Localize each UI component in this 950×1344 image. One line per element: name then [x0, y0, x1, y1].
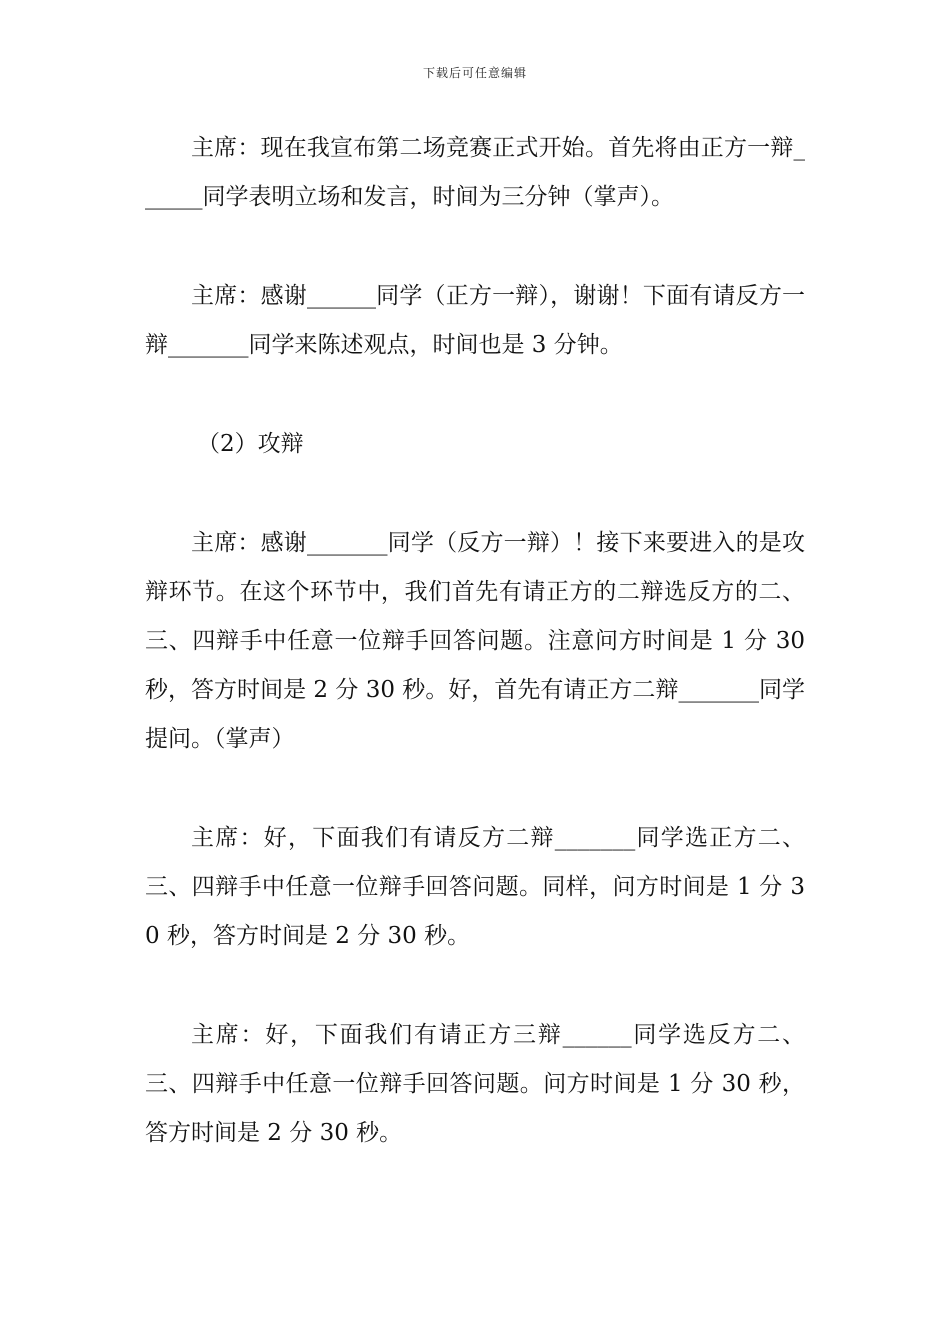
page-header-note: 下载后可任意编辑: [422, 66, 527, 80]
paragraph-gap: [145, 222, 805, 272]
paragraph-chair-opposition-second: 主席：好，下面我们有请反方二辩_______同学选正方二、三、四辩手中任意一位辩手回答问题。同样，问方时间是 1 分 30 秒，答方时间是 2 分 30 秒。: [145, 825, 805, 949]
paragraph-gap: [145, 469, 805, 519]
paragraph-gap: [145, 764, 805, 814]
paragraph-chair-cross-exam-intro: 主席：感谢_______同学（反方一辩）！接下来要进入的是攻辩环节。在这个环节中，我们首先有请正方的二辩选反方的二、三、四辩手中任意一位辩手回答问题。注意问方时间是 1 分 30 秒，答方时间是 2 分 30 秒。好，首先有请正方二辩_______同学提问。（掌声）: [145, 530, 805, 752]
section-heading-cross-examination: （2）攻辩: [197, 431, 304, 457]
paragraph-chair-affirmative-third: 主席：好，下面我们有请正方三辩______同学选反方二、三、四辩手中任意一位辩手回答问题。问方时间是 1 分 30 秒，答方时间是 2 分 30 秒。: [145, 1022, 805, 1146]
paragraph-chair-opening: 主席：现在我宣布第二场竞赛正式开始。首先将由正方一辩______同学表明立场和发言，时间为三分钟（掌声）。: [145, 135, 805, 210]
paragraph-gap: [145, 961, 805, 1011]
document-body: [145, 124, 805, 1158]
paragraph-chair-thanks-first: 主席：感谢______同学（正方一辩），谢谢！下面有请反方一辩_______同学来陈述观点，时间也是 3 分钟。: [145, 283, 805, 358]
paragraph-gap: [145, 370, 805, 420]
